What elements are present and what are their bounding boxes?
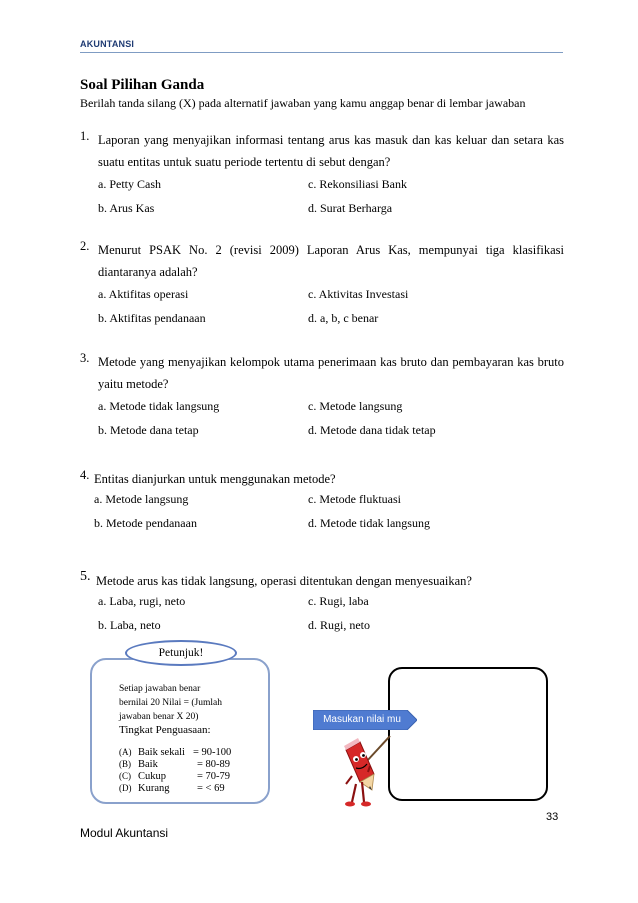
option-d: d. Metode dana tidak tetap (308, 423, 436, 437)
question-text: Entitas dianjurkan untuk menggunakan metode? (94, 472, 336, 486)
option-a: a. Metode langsung (94, 492, 189, 506)
question-text: Menurut PSAK No. 2 (revisi 2009) Laporan Arus Kas, mempunyai tiga klasifikasi diantaranya adalah? (98, 243, 564, 279)
option-b: b. Laba, neto (98, 618, 161, 632)
option-c: c. Metode langsung (308, 399, 403, 413)
grade-label: Baik (138, 759, 158, 770)
option-a: a. Aktifitas operasi (98, 287, 189, 301)
grade-code: (D) (119, 783, 132, 793)
option-c: c. Rugi, laba (308, 594, 369, 608)
question-1 (80, 129, 564, 224)
option-a: a. Laba, rugi, neto (98, 594, 186, 608)
hint-line-2: bernilai 20 Nilai = (Jumlah (119, 698, 222, 708)
question-number: 4. (80, 468, 90, 482)
running-header: AKUNTANSI (80, 39, 135, 49)
option-b: b. Aktifitas pendanaan (98, 311, 206, 325)
grade-code: (C) (119, 771, 131, 781)
pencil-mascot-icon (336, 732, 392, 808)
question-2 (80, 239, 564, 334)
header-rule (80, 52, 563, 53)
option-b: b. Metode dana tetap (98, 423, 199, 437)
hint-line-1: Setiap jawaban benar (119, 684, 201, 694)
question-text: Metode arus kas tidak langsung, operasi ditentukan dengan menyesuaikan? (96, 574, 472, 588)
instruction-text: Berilah tanda silang (X) pada alternatif jawaban yang kamu anggap benar di lembar jawaban (80, 96, 526, 110)
option-a: a. Petty Cash (98, 177, 161, 191)
hint-title: Petunjuk! (125, 640, 237, 666)
grade-code: (A) (119, 747, 132, 757)
question-number: 1. (80, 129, 90, 143)
grade-code: (B) (119, 759, 131, 769)
option-b: b. Arus Kas (98, 201, 155, 215)
hint-line-4: Tingkat Penguasaan: (119, 724, 211, 736)
grade-range: = 70-79 (197, 771, 231, 782)
option-c: c. Aktivitas Investasi (308, 287, 409, 301)
option-d: d. Rugi, neto (308, 618, 370, 632)
option-a: a. Metode tidak langsung (98, 399, 220, 413)
question-number: 5. (80, 569, 91, 584)
option-c: c. Metode fluktuasi (308, 492, 401, 506)
question-text: Metode yang menyajikan kelompok utama penerimaan kas bruto dan pembayaran kas bruto yaitu metode? (98, 355, 564, 391)
score-callout-label: Masukan nilai mu (323, 714, 401, 725)
option-d: d. a, b, c benar (308, 311, 379, 325)
section-title: Soal Pilihan Ganda (80, 77, 205, 93)
grade-label: Kurang (138, 783, 170, 794)
grade-range: = 80-89 (197, 759, 231, 770)
score-input-box[interactable] (388, 667, 548, 801)
grade-range: = 90-100 (193, 747, 232, 758)
question-number: 2. (80, 239, 90, 253)
option-d: d. Metode tidak langsung (308, 516, 430, 530)
option-d: d. Surat Berharga (308, 201, 393, 215)
footer-text: Modul Akuntansi (80, 826, 169, 840)
question-3 (80, 351, 564, 446)
question-5 (80, 570, 564, 640)
option-b: b. Metode pendanaan (94, 516, 197, 530)
grade-label: Cukup (138, 771, 167, 782)
page-number: 33 (546, 811, 559, 823)
question-4 (80, 468, 564, 538)
question-number: 3. (80, 351, 90, 365)
grade-label: Baik sekali (138, 747, 185, 758)
option-c: c. Rekonsiliasi Bank (308, 177, 407, 191)
question-text: Laporan yang menyajikan informasi tentang arus kas masuk dan kas keluar dan setara kas suatu entitas untuk suatu periode tertentu di sebut dengan? (98, 133, 564, 169)
hint-line-3: jawaban benar X 20) (119, 712, 199, 722)
grade-range: = < 69 (197, 783, 225, 794)
